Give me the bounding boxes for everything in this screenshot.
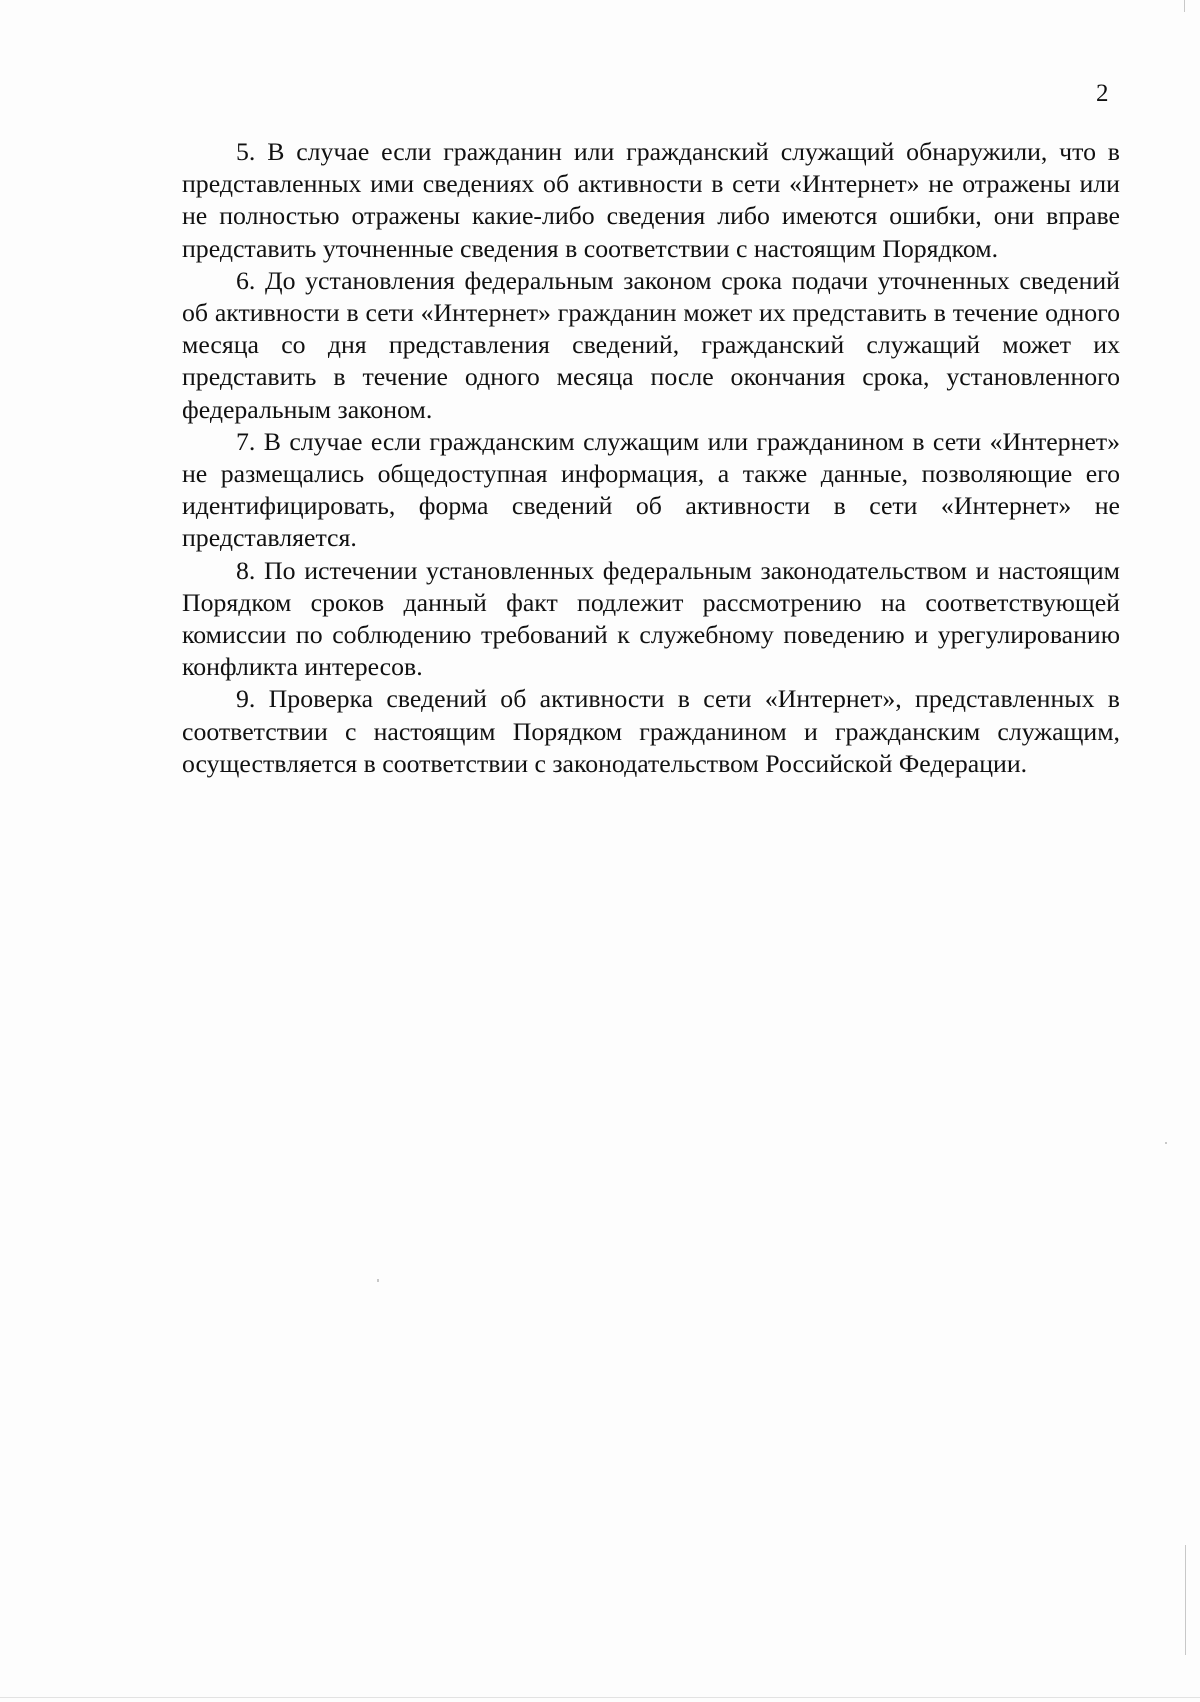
scan-artifact-right-edge (1185, 1545, 1186, 1655)
paragraph-7: 7. В случае если гражданским служащим или гражданином в сети «Интернет» не размещались общедоступная информация, а также данные, позволяющие его идентифицировать, форма сведений об активности в сети «Интернет» не представляется. (182, 426, 1120, 553)
page-number: 2 (1096, 80, 1109, 107)
paragraph-8: 8. По истечении установленных федеральным законодательством и настоящим Порядком сроков данный факт подлежит рассмотрению на соответствующей комиссии по соблюдению требований к служебному поведению и урегулированию конфликта интересов. (182, 555, 1120, 682)
scan-artifact-bottom-edge (0, 1697, 1200, 1698)
document-body (182, 136, 1120, 780)
paragraph-5: 5. В случае если гражданин или гражданский служащий обнаружили, что в представленных ими сведениях об активности в сети «Интернет» не отражены или не полностью отражены какие-либо сведения либо имеются ошибки, они вправе представить уточненные сведения в соответствии с настоящим Порядком. (182, 137, 1120, 263)
scan-artifact-dot (377, 1279, 379, 1282)
scan-artifact-dot-right (1165, 1142, 1167, 1144)
scan-artifact-top-right (1184, 0, 1185, 12)
paragraph-6: 6. До установления федеральным законом срока подачи уточненных сведений об активности в сети «Интернет» гражданин может их представить в течение одного месяца со дня представления сведений, гражданский служащий может их представить в течение одного месяца после окончания срока, установленного федеральным законом. (182, 265, 1120, 424)
paragraph-9: 9. Проверка сведений об активности в сети «Интернет», представленных в соответствии с настоящим Порядком гражданином и гражданским служащим, осуществляется в соответствии с законодательством Российской Федерации. (182, 684, 1120, 778)
